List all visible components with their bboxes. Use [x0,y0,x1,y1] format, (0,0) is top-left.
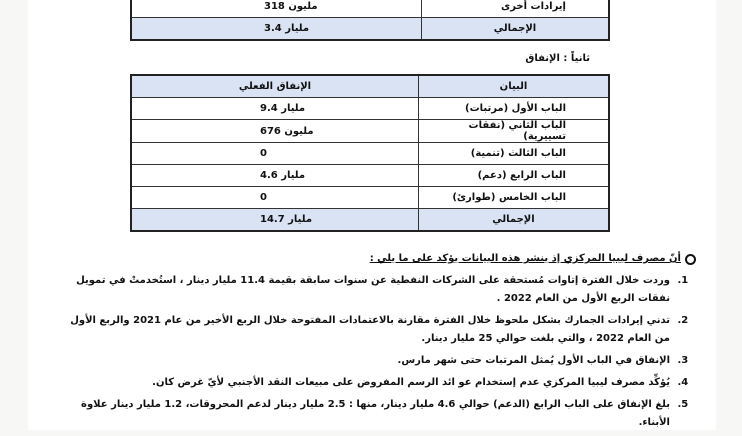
column-header-statement: البيان [418,75,609,98]
bullet-circle-icon [685,254,696,265]
table-header-row [131,75,609,98]
revenue-value-cell: 318 مليون [131,0,421,18]
list-item: 4. يُؤكِّد مصرف ليبيا المركزي عدم إستخدام عو ائد الرسم المفروض على مبيعات النقد الأجنبي لأيّ غرض كان. [56,374,674,392]
list-item: 1. وردت خلال الفترة إتاوات مُستحقة على الشركات النفطية عن سنوات سابقة بقيمة 11.4 مليار دينار ، استُخدمتْ في تمويل نفقات الربع الأول من العام 2022 . [56,272,674,308]
expenditure-value-cell: 4.6 مليار [131,165,418,187]
notes-list [56,272,696,432]
expenditure-value-cell: 676 مليون [131,120,418,143]
notes-intro [56,250,696,268]
table-row [131,143,609,165]
revenue-total-value: 3.4 مليار [131,18,421,41]
expenditure-table [130,74,610,232]
expenditure-label-cell: الباب الرابع (دعم) [418,165,609,187]
revenue-total-row [131,18,609,41]
column-header-actual-spending: الإنفاق الفعلي [131,75,418,98]
revenue-table [130,0,610,41]
table-row [131,0,609,18]
expenditure-total-row [131,209,609,232]
expenditure-total-label: الإجمالي [418,209,609,232]
notes-section [56,250,696,436]
expenditure-heading: ثانياً : الإنفاق [525,53,590,64]
table-row [131,98,609,120]
expenditure-value-cell: 9.4 مليار [131,98,418,120]
expenditure-label-cell: الباب الثالث (تنمية) [418,143,609,165]
table-row [131,120,609,143]
expenditure-total-value: 14.7 مليار [131,209,418,232]
table-row [131,165,609,187]
list-item: 5. بلغ الإنفاق على الباب الرابع (الدعم) حوالي 4.6 مليار دينار، منها : 2.5 مليار دينار لدعم المحروقات، 1.2 مليار دينار علاوة الأبناء. [56,396,674,432]
list-item: 3. الإنفاق في الباب الأول يُمثل المرتبات حتى شهر مارس. [56,352,674,370]
revenue-label-cell: إيرادات أخرى [421,0,609,18]
notes-intro-text: أنّ مصرف ليبيا المركزي إذ ينشر هذه البيانات يؤكد على ما يلي : [369,253,681,264]
expenditure-label-cell: الباب الثاني (نفقات تسييرية) [418,120,609,143]
list-item: 2. تدني إيرادات الجمارك بشكل ملحوظ خلال الفترة مقارنة بالاعتمادات المفتوحة خلال الربع الأخير من عام 2021 والربع الأول من العام 2022 ، والتي بلغت حوالي 25 مليار دينار. [56,312,674,348]
expenditure-label-cell: الباب الخامس (طوارئ) [418,187,609,209]
expenditure-label-cell: الباب الأول (مرتبات) [418,98,609,120]
table-row [131,187,609,209]
expenditure-value-cell: 0 [131,187,418,209]
revenue-total-label: الإجمالي [421,18,609,41]
expenditure-value-cell: 0 [131,143,418,165]
